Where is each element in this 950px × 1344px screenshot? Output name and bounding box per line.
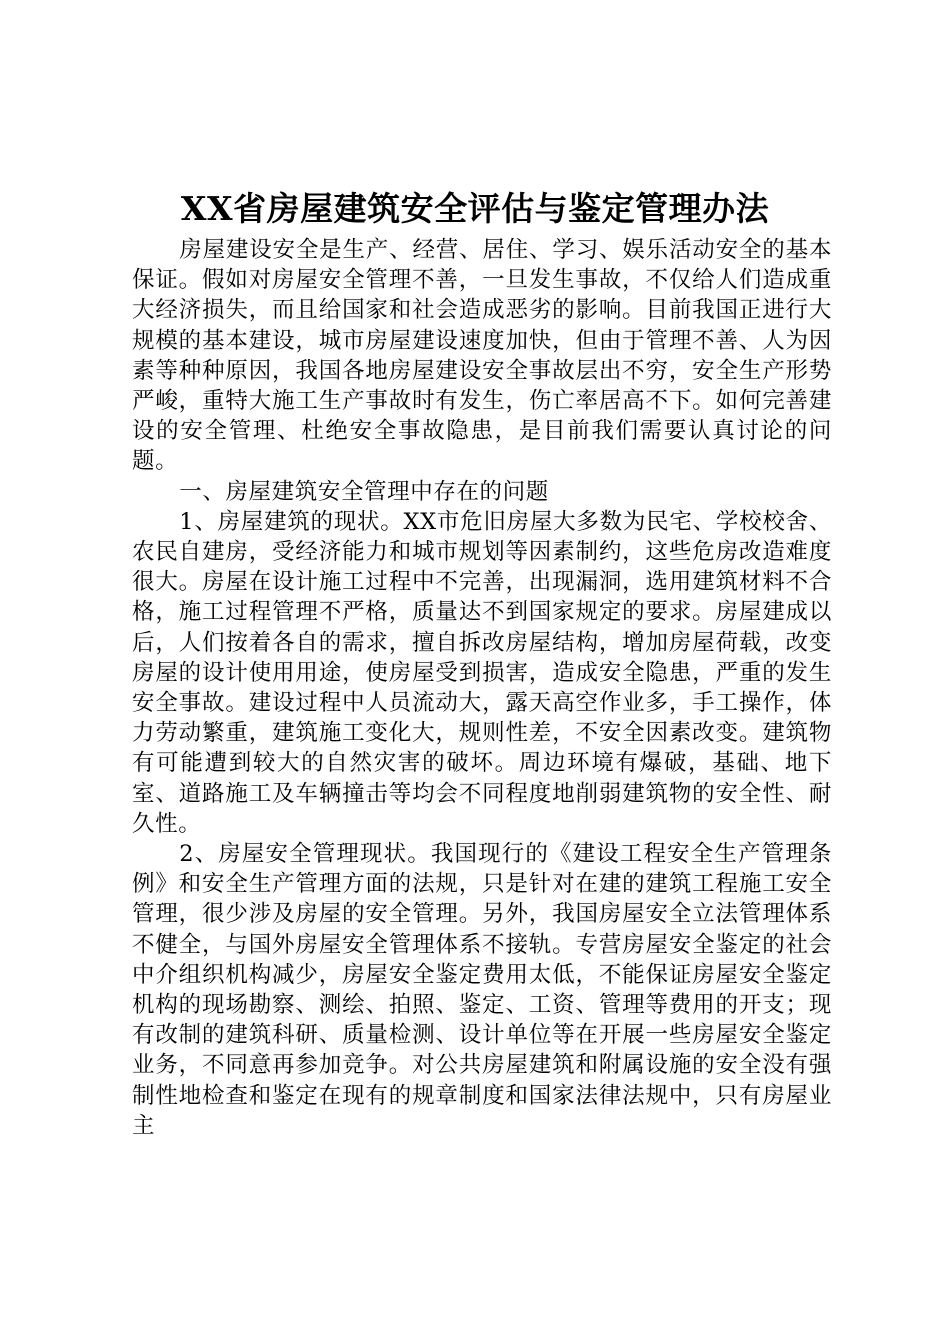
section-heading: 一、房屋建筑安全管理中存在的问题 — [179, 478, 549, 505]
paragraph-safety-management: 2、房屋安全管理现状。我国现行的《建设工程安全生产管理条例》和安全生产管理方面的法规，只是针对在建的建筑工程施工安全管理，很少涉及房屋的安全管理。另外，我国房屋安全立法管理体系不健全，与国外房屋安全管理体系不接轨。专营房屋安全鉴定的社会中介组织机构减少，房屋安全鉴定费用太低，不能保证房屋安全鉴定机构的现场勘察、测绘、拍照、鉴定、工资、管理等费用的开支；现有改制的建筑科研、质量检测、设计单位等在开展一些房屋安全鉴定业务，不同意再参加竞争。对公共房屋建筑和附属设施的安全没有强制性地检查和鉴定在现有的规章制度和国家法律法规中，只有房屋业主 — [132, 841, 832, 1139]
document-title: XX省房屋建筑安全评估与鉴定管理办法 — [180, 189, 770, 228]
document-body — [132, 235, 832, 1141]
paragraph-building-status: 1、房屋建筑的现状。XX市危旧房屋大多数为民宅、学校校舍、农民自建房，受经济能力和城市规划等因素制约，这些危房改造难度很大。房屋在设计施工过程中不完善，出现漏洞，选用建筑材料不合格，施工过程管理不严格，质量达不到国家规定的要求。房屋建成以后，人们按着各自的需求，擅自拆改房屋结构，增加房屋荷载，改变房屋的设计使用用途，使房屋受到损害，造成安全隐患，严重的发生安全事故。建设过程中人员流动大，露天高空作业多，手工操作，体力劳动繁重，建筑施工变化大，规则性差，不安全因素改变。建筑物有可能遭到较大的自然灾害的破坏。周边环境有爆破，基础、地下室、道路施工及车辆撞击等均会不同程度地削弱建筑物的安全性、耐久性。 — [132, 508, 832, 837]
paragraph-intro: 房屋建设安全是生产、经营、居住、学习、娱乐活动安全的基本保证。假如对房屋安全管理不善，一旦发生事故，不仅给人们造成重大经济损失，而且给国家和社会造成恶劣的影响。目前我国正进行大规模的基本建设，城市房屋建设速度加快，但由于管理不善、人为因素等种种原因，我国各地房屋建设安全事故层出不穷，安全生产形势严峻，重特大施工生产事故时有发生，伤亡率居高不下。如何完善建设的安全管理、杜绝安全事故隐患，是目前我们需要认真讨论的问题。 — [132, 237, 832, 475]
